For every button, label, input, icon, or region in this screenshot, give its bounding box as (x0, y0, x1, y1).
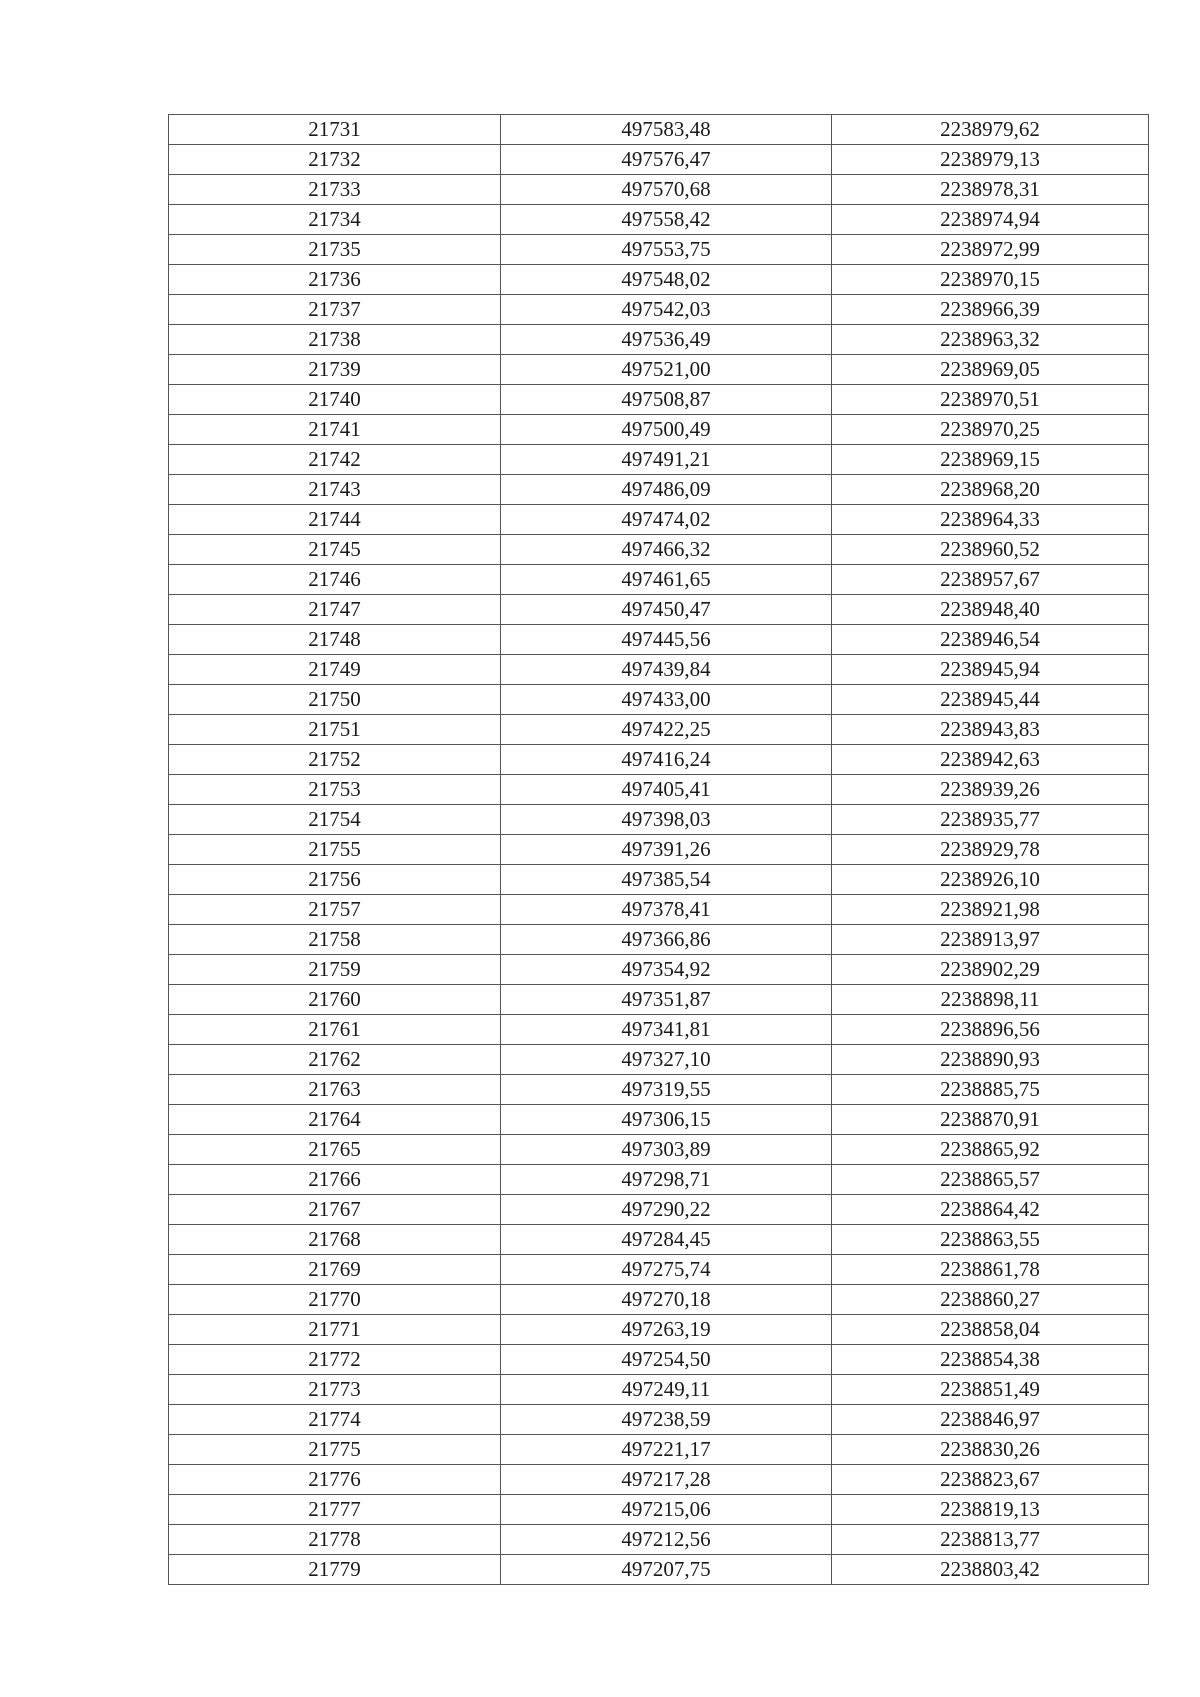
y-coordinate-cell: 2238865,57 (832, 1165, 1149, 1195)
x-coordinate-cell: 497378,41 (501, 895, 832, 925)
y-coordinate-cell: 2238896,56 (832, 1015, 1149, 1045)
table-row (169, 655, 1149, 685)
point-number-cell: 21753 (169, 775, 501, 805)
y-coordinate-cell: 2238902,29 (832, 955, 1149, 985)
table-row (169, 175, 1149, 205)
point-number-cell: 21755 (169, 835, 501, 865)
x-coordinate-cell: 497576,47 (501, 145, 832, 175)
table-row (169, 1165, 1149, 1195)
table-row (169, 895, 1149, 925)
point-number-cell: 21762 (169, 1045, 501, 1075)
table-row (169, 715, 1149, 745)
x-coordinate-cell: 497450,47 (501, 595, 832, 625)
y-coordinate-cell: 2238963,32 (832, 325, 1149, 355)
y-coordinate-cell: 2238860,27 (832, 1285, 1149, 1315)
x-coordinate-cell: 497290,22 (501, 1195, 832, 1225)
table-row (169, 1405, 1149, 1435)
x-coordinate-cell: 497422,25 (501, 715, 832, 745)
table-row (169, 925, 1149, 955)
point-number-cell: 21754 (169, 805, 501, 835)
y-coordinate-cell: 2238926,10 (832, 865, 1149, 895)
y-coordinate-cell: 2238864,42 (832, 1195, 1149, 1225)
y-coordinate-cell: 2238970,15 (832, 265, 1149, 295)
x-coordinate-cell: 497583,48 (501, 115, 832, 145)
y-coordinate-cell: 2238970,51 (832, 385, 1149, 415)
x-coordinate-cell: 497385,54 (501, 865, 832, 895)
x-coordinate-cell: 497217,28 (501, 1465, 832, 1495)
table-row (169, 1105, 1149, 1135)
x-coordinate-cell: 497466,32 (501, 535, 832, 565)
x-coordinate-cell: 497284,45 (501, 1225, 832, 1255)
x-coordinate-cell: 497221,17 (501, 1435, 832, 1465)
point-number-cell: 21768 (169, 1225, 501, 1255)
point-number-cell: 21741 (169, 415, 501, 445)
y-coordinate-cell: 2238935,77 (832, 805, 1149, 835)
point-number-cell: 21750 (169, 685, 501, 715)
x-coordinate-cell: 497341,81 (501, 1015, 832, 1045)
table-row (169, 955, 1149, 985)
x-coordinate-cell: 497548,02 (501, 265, 832, 295)
x-coordinate-cell: 497275,74 (501, 1255, 832, 1285)
point-number-cell: 21772 (169, 1345, 501, 1375)
table-row (169, 1045, 1149, 1075)
y-coordinate-cell: 2238898,11 (832, 985, 1149, 1015)
y-coordinate-cell: 2238870,91 (832, 1105, 1149, 1135)
y-coordinate-cell: 2238803,42 (832, 1555, 1149, 1585)
x-coordinate-cell: 497474,02 (501, 505, 832, 535)
table-row (169, 415, 1149, 445)
y-coordinate-cell: 2238969,15 (832, 445, 1149, 475)
y-coordinate-cell: 2238885,75 (832, 1075, 1149, 1105)
x-coordinate-cell: 497553,75 (501, 235, 832, 265)
y-coordinate-cell: 2238964,33 (832, 505, 1149, 535)
y-coordinate-cell: 2238969,05 (832, 355, 1149, 385)
table-row (169, 1465, 1149, 1495)
x-coordinate-cell: 497351,87 (501, 985, 832, 1015)
point-number-cell: 21739 (169, 355, 501, 385)
x-coordinate-cell: 497238,59 (501, 1405, 832, 1435)
x-coordinate-cell: 497445,56 (501, 625, 832, 655)
point-number-cell: 21743 (169, 475, 501, 505)
point-number-cell: 21737 (169, 295, 501, 325)
point-number-cell: 21776 (169, 1465, 501, 1495)
y-coordinate-cell: 2238890,93 (832, 1045, 1149, 1075)
x-coordinate-cell: 497319,55 (501, 1075, 832, 1105)
point-number-cell: 21733 (169, 175, 501, 205)
table-row (169, 475, 1149, 505)
y-coordinate-cell: 2238854,38 (832, 1345, 1149, 1375)
table-row (169, 115, 1149, 145)
x-coordinate-cell: 497570,68 (501, 175, 832, 205)
x-coordinate-cell: 497270,18 (501, 1285, 832, 1315)
y-coordinate-cell: 2238921,98 (832, 895, 1149, 925)
point-number-cell: 21769 (169, 1255, 501, 1285)
point-number-cell: 21748 (169, 625, 501, 655)
x-coordinate-cell: 497391,26 (501, 835, 832, 865)
point-number-cell: 21735 (169, 235, 501, 265)
y-coordinate-cell: 2238865,92 (832, 1135, 1149, 1165)
table-row (169, 535, 1149, 565)
x-coordinate-cell: 497263,19 (501, 1315, 832, 1345)
table-row (169, 1315, 1149, 1345)
point-number-cell: 21765 (169, 1135, 501, 1165)
y-coordinate-cell: 2238823,67 (832, 1465, 1149, 1495)
point-number-cell: 21757 (169, 895, 501, 925)
table-row (169, 265, 1149, 295)
point-number-cell: 21779 (169, 1555, 501, 1585)
x-coordinate-cell: 497491,21 (501, 445, 832, 475)
x-coordinate-cell: 497303,89 (501, 1135, 832, 1165)
table-row (169, 295, 1149, 325)
y-coordinate-cell: 2238819,13 (832, 1495, 1149, 1525)
point-number-cell: 21771 (169, 1315, 501, 1345)
point-number-cell: 21763 (169, 1075, 501, 1105)
y-coordinate-cell: 2238957,67 (832, 565, 1149, 595)
point-number-cell: 21767 (169, 1195, 501, 1225)
table-row (169, 745, 1149, 775)
point-number-cell: 21770 (169, 1285, 501, 1315)
table-row (169, 865, 1149, 895)
y-coordinate-cell: 2238972,99 (832, 235, 1149, 265)
table-row (169, 775, 1149, 805)
table-row (169, 1015, 1149, 1045)
table-row (169, 1285, 1149, 1315)
table-row (169, 1225, 1149, 1255)
x-coordinate-cell: 497542,03 (501, 295, 832, 325)
y-coordinate-cell: 2238813,77 (832, 1525, 1149, 1555)
table-row (169, 685, 1149, 715)
point-number-cell: 21756 (169, 865, 501, 895)
point-number-cell: 21751 (169, 715, 501, 745)
point-number-cell: 21773 (169, 1375, 501, 1405)
x-coordinate-cell: 497461,65 (501, 565, 832, 595)
table-row (169, 1555, 1149, 1585)
point-number-cell: 21775 (169, 1435, 501, 1465)
point-number-cell: 21746 (169, 565, 501, 595)
y-coordinate-cell: 2238943,83 (832, 715, 1149, 745)
y-coordinate-cell: 2238946,54 (832, 625, 1149, 655)
point-number-cell: 21752 (169, 745, 501, 775)
table-row (169, 835, 1149, 865)
point-number-cell: 21759 (169, 955, 501, 985)
x-coordinate-cell: 497508,87 (501, 385, 832, 415)
point-number-cell: 21738 (169, 325, 501, 355)
x-coordinate-cell: 497433,00 (501, 685, 832, 715)
table-row (169, 805, 1149, 835)
coordinates-table (168, 114, 1149, 1585)
point-number-cell: 21761 (169, 1015, 501, 1045)
table-row (169, 385, 1149, 415)
point-number-cell: 21732 (169, 145, 501, 175)
y-coordinate-cell: 2238851,49 (832, 1375, 1149, 1405)
x-coordinate-cell: 497207,75 (501, 1555, 832, 1585)
table-row (169, 1435, 1149, 1465)
table-row (169, 1525, 1149, 1555)
y-coordinate-cell: 2238970,25 (832, 415, 1149, 445)
x-coordinate-cell: 497354,92 (501, 955, 832, 985)
point-number-cell: 21764 (169, 1105, 501, 1135)
point-number-cell: 21774 (169, 1405, 501, 1435)
table-row (169, 1195, 1149, 1225)
point-number-cell: 21747 (169, 595, 501, 625)
x-coordinate-cell: 497558,42 (501, 205, 832, 235)
y-coordinate-cell: 2238858,04 (832, 1315, 1149, 1345)
point-number-cell: 21758 (169, 925, 501, 955)
point-number-cell: 21742 (169, 445, 501, 475)
x-coordinate-cell: 497298,71 (501, 1165, 832, 1195)
table-row (169, 1135, 1149, 1165)
x-coordinate-cell: 497327,10 (501, 1045, 832, 1075)
x-coordinate-cell: 497486,09 (501, 475, 832, 505)
y-coordinate-cell: 2238974,94 (832, 205, 1149, 235)
y-coordinate-cell: 2238929,78 (832, 835, 1149, 865)
y-coordinate-cell: 2238979,62 (832, 115, 1149, 145)
point-number-cell: 21778 (169, 1525, 501, 1555)
table-row (169, 235, 1149, 265)
table-row (169, 595, 1149, 625)
x-coordinate-cell: 497212,56 (501, 1525, 832, 1555)
table-row (169, 145, 1149, 175)
point-number-cell: 21766 (169, 1165, 501, 1195)
table-row (169, 985, 1149, 1015)
table-row (169, 625, 1149, 655)
x-coordinate-cell: 497500,49 (501, 415, 832, 445)
table-row (169, 565, 1149, 595)
table-row (169, 325, 1149, 355)
y-coordinate-cell: 2238978,31 (832, 175, 1149, 205)
x-coordinate-cell: 497249,11 (501, 1375, 832, 1405)
x-coordinate-cell: 497405,41 (501, 775, 832, 805)
y-coordinate-cell: 2238846,97 (832, 1405, 1149, 1435)
table-row (169, 1255, 1149, 1285)
point-number-cell: 21749 (169, 655, 501, 685)
table-row (169, 355, 1149, 385)
point-number-cell: 21745 (169, 535, 501, 565)
y-coordinate-cell: 2238948,40 (832, 595, 1149, 625)
x-coordinate-cell: 497416,24 (501, 745, 832, 775)
x-coordinate-cell: 497521,00 (501, 355, 832, 385)
point-number-cell: 21736 (169, 265, 501, 295)
y-coordinate-cell: 2238945,94 (832, 655, 1149, 685)
x-coordinate-cell: 497254,50 (501, 1345, 832, 1375)
y-coordinate-cell: 2238942,63 (832, 745, 1149, 775)
coordinates-table-body (169, 115, 1149, 1585)
table-row (169, 1375, 1149, 1405)
y-coordinate-cell: 2238968,20 (832, 475, 1149, 505)
point-number-cell: 21760 (169, 985, 501, 1015)
x-coordinate-cell: 497536,49 (501, 325, 832, 355)
y-coordinate-cell: 2238939,26 (832, 775, 1149, 805)
point-number-cell: 21744 (169, 505, 501, 535)
x-coordinate-cell: 497366,86 (501, 925, 832, 955)
table-row (169, 1495, 1149, 1525)
x-coordinate-cell: 497215,06 (501, 1495, 832, 1525)
y-coordinate-cell: 2238863,55 (832, 1225, 1149, 1255)
table-row (169, 505, 1149, 535)
y-coordinate-cell: 2238945,44 (832, 685, 1149, 715)
point-number-cell: 21740 (169, 385, 501, 415)
y-coordinate-cell: 2238861,78 (832, 1255, 1149, 1285)
y-coordinate-cell: 2238966,39 (832, 295, 1149, 325)
table-row (169, 1345, 1149, 1375)
point-number-cell: 21731 (169, 115, 501, 145)
y-coordinate-cell: 2238830,26 (832, 1435, 1149, 1465)
y-coordinate-cell: 2238913,97 (832, 925, 1149, 955)
point-number-cell: 21777 (169, 1495, 501, 1525)
x-coordinate-cell: 497306,15 (501, 1105, 832, 1135)
point-number-cell: 21734 (169, 205, 501, 235)
x-coordinate-cell: 497398,03 (501, 805, 832, 835)
x-coordinate-cell: 497439,84 (501, 655, 832, 685)
table-row (169, 1075, 1149, 1105)
table-row (169, 205, 1149, 235)
y-coordinate-cell: 2238960,52 (832, 535, 1149, 565)
table-row (169, 445, 1149, 475)
y-coordinate-cell: 2238979,13 (832, 145, 1149, 175)
